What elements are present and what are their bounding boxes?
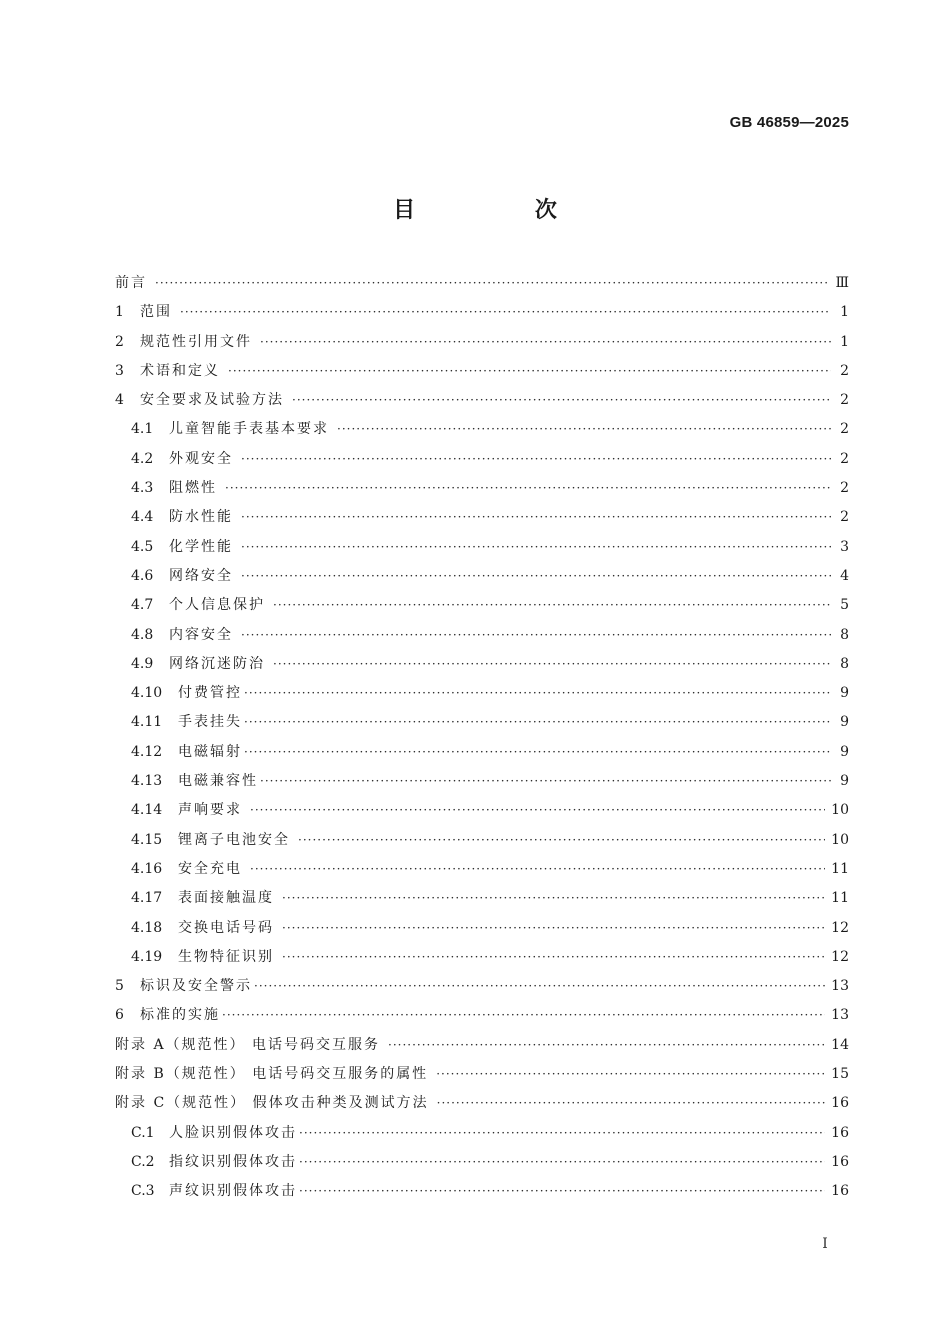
dot-leader (241, 562, 831, 591)
toc-entry-4-6[interactable] (115, 562, 849, 591)
toc-number: 4.16 (131, 860, 163, 877)
toc-label: 前言 (115, 275, 147, 291)
toc-entry-annex-b[interactable] (115, 1060, 849, 1089)
dot-leader (299, 1119, 825, 1148)
dot-leader (241, 621, 831, 650)
toc-label: 术语和定义 (140, 362, 220, 379)
toc-label: 付费管控 (178, 685, 242, 702)
toc-number: 3 (115, 362, 124, 379)
toc-number: 4.14 (131, 802, 163, 819)
dot-leader (244, 679, 831, 708)
toc-page: 16 (831, 1095, 849, 1112)
toc-page: 11 (831, 860, 849, 877)
toc-page: 2 (840, 421, 849, 438)
toc-page: 12 (831, 919, 849, 936)
toc-page: 2 (840, 509, 849, 526)
toc-label: 指纹识别假体攻击 (169, 1153, 297, 1170)
toc-page: 10 (831, 831, 849, 848)
toc-entry-4-9[interactable] (115, 650, 849, 679)
toc-page: 12 (831, 948, 849, 965)
toc-entry-1[interactable] (115, 298, 849, 327)
toc-page: 9 (840, 685, 849, 702)
dot-leader (437, 1089, 826, 1118)
page-title: 目 次 (393, 198, 613, 223)
toc-label: 网络沉迷防治 (169, 655, 265, 672)
toc-entry-4-11[interactable] (115, 708, 849, 737)
toc-page: 9 (840, 773, 849, 790)
toc-number: 2 (115, 333, 124, 350)
toc-label: 锂离子电池安全 (178, 831, 290, 848)
toc-entry-6[interactable] (115, 1001, 849, 1030)
toc-number: 4.5 (131, 538, 154, 555)
toc-label: 安全充电 (178, 860, 242, 877)
dot-leader (155, 269, 829, 298)
toc-label: 人脸识别假体攻击 (169, 1124, 297, 1141)
dot-leader (254, 972, 825, 1001)
toc-label: 附录 C（规范性） 假体攻击种类及测试方法 (115, 1095, 429, 1112)
toc-page: 2 (840, 450, 849, 467)
toc-entry-4-15[interactable] (115, 826, 849, 855)
toc-page: 16 (831, 1153, 849, 1170)
toc-label: 电磁兼容性 (178, 773, 258, 790)
toc-label: 网络安全 (169, 567, 233, 584)
toc-label: 阻燃性 (169, 480, 217, 497)
toc-label: 外观安全 (169, 450, 233, 467)
toc-entry-4-19[interactable] (115, 943, 849, 972)
dot-leader (222, 1001, 825, 1030)
toc-entry-4-18[interactable] (115, 914, 849, 943)
dot-leader (388, 1031, 825, 1060)
toc-entry-annex-c[interactable] (115, 1089, 849, 1118)
toc-number: 4.6 (131, 567, 154, 584)
toc-label: 个人信息保护 (169, 597, 265, 614)
toc-label: 生物特征识别 (178, 948, 274, 965)
toc-entry-c-1[interactable] (115, 1119, 849, 1148)
dot-leader (282, 943, 825, 972)
toc-label: 规范性引用文件 (140, 333, 252, 350)
toc-page: 2 (840, 362, 849, 379)
dot-leader (282, 884, 825, 913)
toc-entry-4-14[interactable] (115, 796, 849, 825)
toc-entry-5[interactable] (115, 972, 849, 1001)
toc-page: 1 (840, 333, 849, 350)
toc-page: Ⅲ (835, 275, 849, 291)
toc-label: 安全要求及试验方法 (140, 392, 284, 409)
table-of-contents (115, 269, 849, 1207)
toc-number: 4 (115, 392, 124, 409)
toc-entry-4-1[interactable] (115, 415, 849, 444)
toc-page: 5 (840, 597, 849, 614)
toc-page: 3 (840, 538, 849, 555)
toc-page: 4 (840, 567, 849, 584)
toc-entry-foreword[interactable] (115, 269, 849, 298)
dot-leader (241, 503, 831, 532)
toc-label: 化学性能 (169, 538, 233, 555)
dot-leader (250, 855, 825, 884)
toc-label: 儿童智能手表基本要求 (169, 421, 329, 438)
dot-leader (241, 533, 831, 562)
dot-leader (273, 650, 831, 679)
toc-entry-4-2[interactable] (115, 445, 849, 474)
toc-entry-4-8[interactable] (115, 621, 849, 650)
toc-number: 4.18 (131, 919, 163, 936)
toc-number: 4.3 (131, 480, 154, 497)
toc-number: C.3 (131, 1183, 155, 1200)
toc-label: 声响要求 (178, 802, 242, 819)
toc-page: 2 (840, 480, 849, 497)
dot-leader (260, 328, 831, 357)
toc-page: 13 (831, 1007, 849, 1024)
dot-leader (299, 1177, 825, 1206)
toc-page: 8 (840, 626, 849, 643)
toc-number: 4.9 (131, 655, 154, 672)
dot-leader (299, 1148, 825, 1177)
toc-label: 声纹识别假体攻击 (169, 1183, 297, 1200)
toc-number: C.1 (131, 1124, 155, 1141)
toc-entry-annex-a[interactable] (115, 1031, 849, 1060)
toc-entry-3[interactable] (115, 357, 849, 386)
dot-leader (180, 298, 831, 327)
dot-leader (260, 767, 831, 796)
toc-number: 4.7 (131, 597, 154, 614)
toc-number: 4.13 (131, 773, 163, 790)
toc-page: 8 (840, 655, 849, 672)
dot-leader (282, 914, 825, 943)
dot-leader (241, 445, 831, 474)
dot-leader (250, 796, 825, 825)
toc-page: 11 (831, 890, 849, 907)
standard-number: GB 46859—2025 (729, 114, 849, 131)
toc-number: 4.17 (131, 890, 163, 907)
toc-entry-4-4[interactable] (115, 503, 849, 532)
toc-entry-2[interactable] (115, 328, 849, 357)
toc-entry-c-2[interactable] (115, 1148, 849, 1177)
toc-entry-4-7[interactable] (115, 591, 849, 620)
toc-number: 4.2 (131, 450, 154, 467)
toc-page: 13 (831, 978, 849, 995)
toc-number: 4.12 (131, 743, 163, 760)
toc-entry-4-16[interactable] (115, 855, 849, 884)
toc-number: 6 (115, 1007, 124, 1024)
toc-number: 1 (115, 304, 124, 321)
toc-entry-4-13[interactable] (115, 767, 849, 796)
toc-number: C.2 (131, 1153, 155, 1170)
dot-leader (244, 738, 831, 767)
toc-page: 2 (840, 392, 849, 409)
toc-entry-4-12[interactable] (115, 738, 849, 767)
toc-label: 内容安全 (169, 626, 233, 643)
page-folio: I (822, 1236, 828, 1252)
toc-label: 电磁辐射 (178, 743, 242, 760)
toc-number: 5 (115, 978, 124, 995)
dot-leader (225, 474, 831, 503)
toc-label: 标识及安全警示 (140, 978, 252, 995)
toc-entry-4-10[interactable] (115, 679, 849, 708)
toc-entry-4[interactable] (115, 386, 849, 415)
toc-entry-4-3[interactable] (115, 474, 849, 503)
toc-label: 标准的实施 (140, 1007, 220, 1024)
toc-page: 16 (831, 1124, 849, 1141)
dot-leader (292, 386, 831, 415)
toc-number: 4.4 (131, 509, 154, 526)
toc-page: 14 (831, 1036, 849, 1053)
toc-label: 附录 A（规范性） 电话号码交互服务 (115, 1036, 381, 1053)
toc-number: 4.15 (131, 831, 163, 848)
dot-leader (298, 826, 825, 855)
toc-number: 4.19 (131, 948, 163, 965)
toc-entry-c-3[interactable] (115, 1177, 849, 1206)
toc-label: 范围 (140, 304, 172, 321)
toc-label: 附录 B（规范性） 电话号码交互服务的属性 (115, 1066, 429, 1083)
toc-number: 4.10 (131, 685, 163, 702)
toc-page: 10 (831, 802, 849, 819)
dot-leader (228, 357, 831, 386)
toc-page: 9 (840, 714, 849, 731)
toc-page: 15 (831, 1066, 849, 1083)
dot-leader (337, 415, 831, 444)
toc-label: 防水性能 (169, 509, 233, 526)
toc-entry-4-5[interactable] (115, 533, 849, 562)
toc-label: 交换电话号码 (178, 919, 274, 936)
dot-leader (436, 1060, 825, 1089)
toc-page: 16 (831, 1183, 849, 1200)
toc-page: 9 (840, 743, 849, 760)
toc-label: 表面接触温度 (178, 890, 274, 907)
dot-leader (244, 708, 831, 737)
toc-number: 4.1 (131, 421, 154, 438)
toc-page: 1 (840, 304, 849, 321)
toc-label: 手表挂失 (178, 714, 242, 731)
toc-entry-4-17[interactable] (115, 884, 849, 913)
dot-leader (273, 591, 831, 620)
toc-number: 4.8 (131, 626, 154, 643)
toc-number: 4.11 (131, 714, 163, 731)
